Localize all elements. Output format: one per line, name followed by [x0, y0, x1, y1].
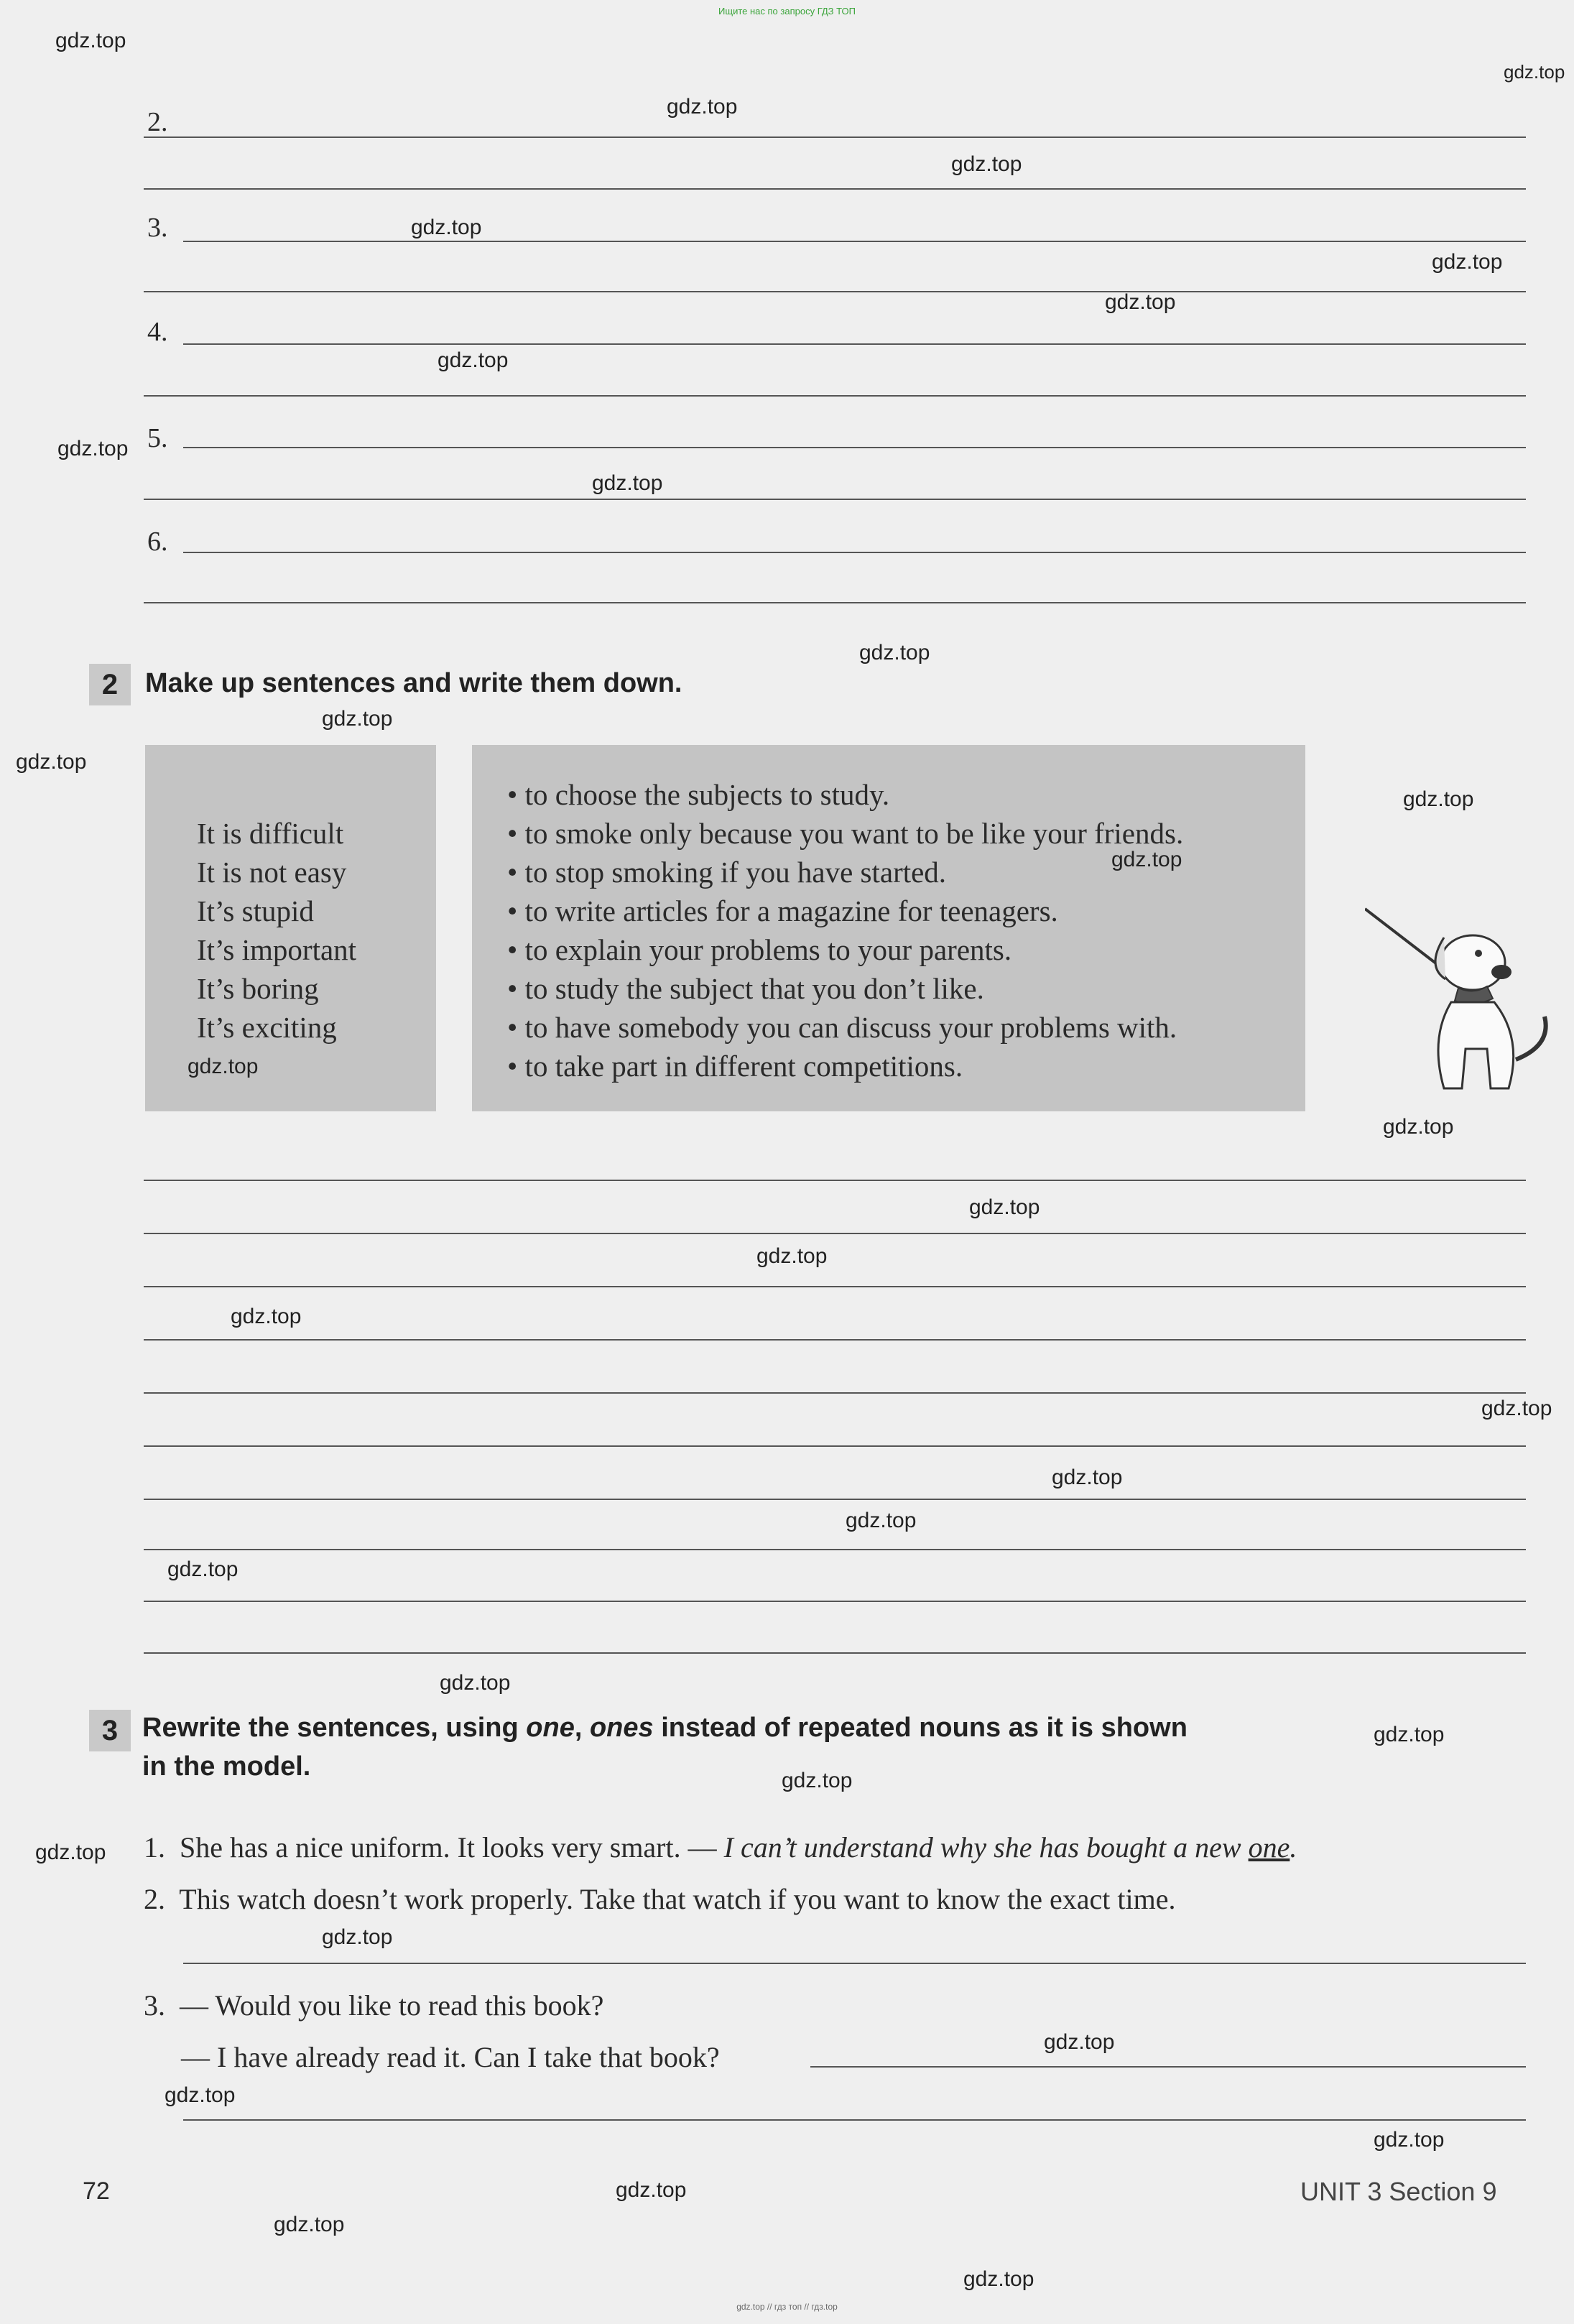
right-phrase-text: to take part in different competitions. — [524, 1050, 963, 1083]
watermark: gdz.top — [1432, 250, 1503, 274]
answer-line[interactable] — [144, 291, 1526, 292]
sentence-number: 1. — [144, 1831, 165, 1864]
sentence-3 — [144, 1989, 603, 2022]
bullet: • — [507, 817, 518, 850]
right-phrase-text: to stop smoking if you have started. — [524, 856, 947, 889]
sentence-2 — [144, 1882, 1176, 1916]
left-phrase: It’s stupid — [197, 894, 314, 927]
unit-label: UNIT 3 Section 9 — [1300, 2177, 1497, 2206]
watermark: gdz.top — [322, 1925, 393, 1949]
bullet: • — [507, 1011, 518, 1044]
answer-line[interactable] — [144, 1499, 1526, 1500]
bullet: • — [507, 1050, 518, 1083]
answer-line[interactable] — [183, 552, 1526, 553]
left-phrase: It’s boring — [197, 972, 319, 1005]
answer-line[interactable] — [810, 2066, 1526, 2068]
right-phrase — [507, 855, 946, 889]
right-phrase — [507, 971, 984, 1006]
answer-line[interactable] — [144, 1286, 1526, 1287]
title-keyword-one: one — [526, 1713, 575, 1743]
exercise-2-number: 2 — [89, 664, 131, 705]
watermark: gdz.top — [1374, 1723, 1445, 1746]
watermark: gdz.top — [1481, 1397, 1552, 1420]
right-phrase — [507, 816, 1183, 851]
watermark: gdz.top — [667, 95, 738, 119]
dog-illustration — [1365, 894, 1566, 1110]
right-phrase — [507, 1010, 1177, 1045]
dog-head — [1440, 935, 1505, 990]
exercise-3-title-line2: in the model. — [142, 1751, 311, 1782]
title-text: Rewrite the sentences, using — [142, 1713, 527, 1743]
watermark: gdz.top — [782, 1769, 853, 1792]
dog-body — [1438, 1002, 1514, 1088]
bullet: • — [507, 778, 518, 811]
watermark: gdz.top — [188, 1055, 259, 1078]
watermark: gdz.top — [951, 152, 1022, 176]
answer-line[interactable] — [144, 1652, 1526, 1654]
watermark: gdz.top — [440, 1671, 511, 1695]
bullet: • — [507, 933, 518, 966]
sentence-text: She has a nice uniform. It looks very smart. — — [180, 1831, 717, 1864]
answer-line[interactable] — [144, 1601, 1526, 1602]
watermark: gdz.top — [1374, 2128, 1445, 2152]
right-phrase-text: to choose the subjects to study. — [524, 778, 890, 811]
exercise-3-number: 3 — [89, 1710, 131, 1751]
model-word: one — [1248, 1831, 1290, 1864]
dog-ear — [1435, 938, 1445, 979]
sentence-number: 3. — [144, 1989, 165, 2022]
page-number: 72 — [83, 2177, 110, 2205]
watermark: gdz.top — [231, 1305, 302, 1328]
model-end: . — [1290, 1831, 1297, 1864]
watermark: gdz.top — [1044, 2030, 1115, 2054]
answer-number-3: 3. — [147, 213, 168, 243]
watermark: gdz.top — [1111, 848, 1182, 871]
bullet: • — [507, 894, 518, 927]
right-phrase — [507, 894, 1058, 928]
dog-tail — [1516, 1017, 1546, 1060]
exercise-2-title: Make up sentences and write them down. — [145, 668, 682, 698]
left-phrase: It’s important — [197, 933, 357, 966]
site-header-note: Ищите нас по запросу ГДЗ ТОП — [718, 6, 856, 17]
dog-nose — [1491, 965, 1511, 979]
answer-line[interactable] — [144, 188, 1526, 190]
right-phrase-text: to study the subject that you don’t like. — [524, 972, 984, 1005]
watermark: gdz.top — [1105, 290, 1176, 314]
bullet: • — [507, 856, 518, 889]
watermark: gdz.top — [969, 1195, 1040, 1219]
answer-number-5: 5. — [147, 423, 168, 453]
watermark: gdz.top — [1052, 1466, 1123, 1489]
title-text: instead of repeated nouns as it is shown — [653, 1713, 1188, 1743]
watermark: gdz.top — [35, 1841, 106, 1864]
watermark: gdz.top — [963, 2267, 1034, 2291]
answer-line[interactable] — [183, 2119, 1526, 2121]
bullet: • — [507, 972, 518, 1005]
watermark: gdz.top — [1504, 61, 1565, 83]
answer-line[interactable] — [144, 1180, 1526, 1181]
answer-line[interactable] — [144, 1233, 1526, 1234]
answer-line[interactable] — [183, 447, 1526, 448]
answer-line[interactable] — [183, 241, 1526, 242]
answer-number-4: 4. — [147, 317, 168, 347]
model-answer: I can’t understand why she has bought a new — [723, 1831, 1241, 1864]
answer-line[interactable] — [144, 136, 1526, 138]
right-phrase-text: to smoke only because you want to be like your friends. — [524, 817, 1184, 850]
watermark: gdz.top — [165, 2083, 236, 2107]
title-keyword-ones: ones — [589, 1713, 654, 1743]
dog-eye — [1475, 950, 1482, 957]
sentence-text: — Would you like to read this book? — [180, 1989, 604, 2022]
watermark: gdz.top — [756, 1244, 828, 1268]
left-phrase: It is not easy — [197, 856, 347, 889]
watermark: gdz.top — [1403, 787, 1474, 811]
right-phrase-text: to explain your problems to your parents. — [524, 933, 1012, 966]
answer-line[interactable] — [144, 1445, 1526, 1447]
watermark: gdz.top — [16, 750, 87, 774]
answer-line[interactable] — [183, 343, 1526, 345]
watermark: gdz.top — [167, 1557, 239, 1581]
watermark: gdz.top — [859, 641, 930, 665]
answer-line[interactable] — [144, 395, 1526, 397]
right-phrase-text: to write articles for a magazine for teenagers. — [524, 894, 1058, 927]
answer-line[interactable] — [144, 1392, 1526, 1394]
watermark: gdz.top — [322, 707, 393, 731]
answer-line[interactable] — [144, 1339, 1526, 1341]
right-phrase-text: to have somebody you can discuss your problems with. — [524, 1011, 1177, 1044]
watermark: gdz.top — [1383, 1115, 1454, 1139]
watermark: gdz.top — [592, 471, 663, 495]
watermark: gdz.top — [57, 437, 129, 460]
watermark: gdz.top — [438, 348, 509, 372]
watermark: gdz.top — [846, 1509, 917, 1532]
sentence-3-line2: — I have already read it. Can I take that book? — [181, 2041, 720, 2073]
left-phrase: It is difficult — [197, 817, 344, 850]
answer-number-6: 6. — [147, 527, 168, 557]
answer-line[interactable] — [144, 1549, 1526, 1550]
sentence-text: This watch doesn’t work properly. Take that watch if you want to know the exact time. — [179, 1883, 1176, 1915]
title-separator: , — [574, 1713, 590, 1743]
right-phrase — [507, 932, 1011, 967]
right-phrase — [507, 1049, 963, 1083]
sentence-number: 2. — [144, 1883, 165, 1915]
answer-line[interactable] — [144, 602, 1526, 603]
site-footer-note: gdz.top // гдз топ // гдз.top — [736, 2302, 838, 2312]
sentence-1 — [144, 1830, 1297, 1864]
watermark: gdz.top — [274, 2213, 345, 2236]
right-phrase — [507, 777, 889, 812]
answer-line[interactable] — [183, 1963, 1526, 1964]
answer-line[interactable] — [144, 499, 1526, 500]
answer-number-2: 2. — [147, 107, 168, 137]
watermark: gdz.top — [616, 2178, 687, 2202]
watermark: gdz.top — [411, 216, 482, 239]
exercise-3-title — [142, 1713, 1188, 1744]
left-phrase: It’s exciting — [197, 1011, 337, 1044]
watermark: gdz.top — [55, 29, 126, 52]
